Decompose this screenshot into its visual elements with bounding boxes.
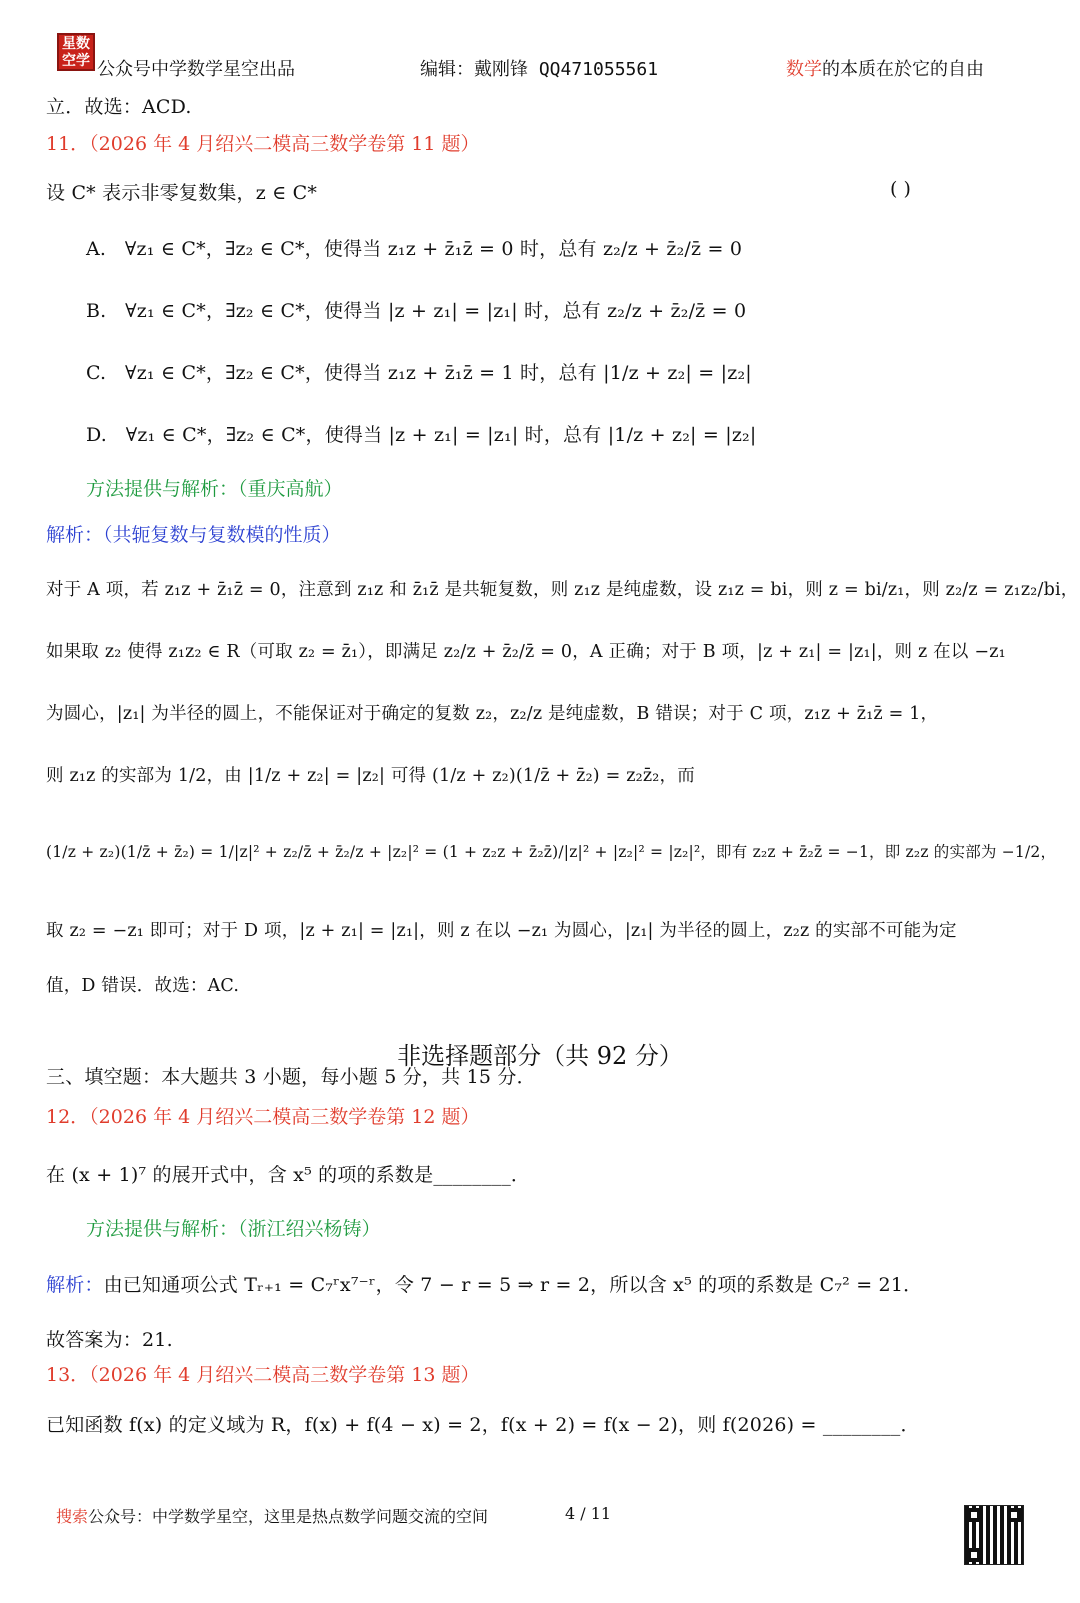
option-text: ∀z₁ ∈ C*，∃z₂ ∈ C*，使得当 z₁z + z̄₁z̄ = 0 时，总有 z₂/z + z̄₂/z̄ = 0 — [124, 238, 743, 260]
q11-analysis-line: 值，D 错误．故选：AC. — [46, 976, 240, 996]
option-label: B. — [86, 300, 107, 322]
header-motto-rest: 的本质在於它的自由 — [822, 59, 984, 80]
qr-code — [964, 1505, 1024, 1565]
q11-option-b — [86, 296, 746, 323]
q11-analysis-title: 解析：（共轭复数与复数模的性质） — [46, 524, 341, 546]
page-number: 4 / 11 — [565, 1504, 612, 1523]
option-text: ∀z₁ ∈ C*，∃z₂ ∈ C*，使得当 |z + z₁| = |z₁| 时，总有 |1/z + z₂| = |z₂| — [125, 424, 757, 446]
option-text: ∀z₁ ∈ C*，∃z₂ ∈ C*，使得当 |z + z₁| = |z₁| 时，总有 z₂/z + z̄₂/z̄ = 0 — [125, 300, 747, 322]
q11-heading: 11．（2026 年 4 月绍兴二模高三数学卷第 11 题） — [46, 133, 480, 155]
q12-analysis — [46, 1270, 922, 1297]
q12-analysis-label: 解析： — [46, 1274, 104, 1296]
header-motto — [786, 55, 984, 81]
option-text: ∀z₁ ∈ C*，∃z₂ ∈ C*，使得当 z₁z + z̄₁z̄ = 1 时，总有 |1/z + z₂| = |z₂| — [125, 362, 752, 384]
q11-answer-paren: ( ) — [890, 178, 911, 200]
q11-analysis-line: 对于 A 项，若 z₁z + z̄₁z̄ = 0，注意到 z₁z 和 z̄₁z̄ 是共轭复数，则 z₁z 是纯虚数，设 z₁z = bi，则 z = bi/z₁，则 z₂/z = z₁z₂/bi， — [46, 580, 1079, 600]
section-title: 非选择题部分（共 92 分） — [397, 1042, 683, 1070]
footer-search-red: 搜索 — [56, 1507, 89, 1526]
q11-analysis-line: 如果取 z₂ 使得 z₁z₂ ∈ R（可取 z₂ = z̄₁），即满足 z₂/z + z̄₂/z̄ = 0，A 正确；对于 B 项，|z + z₁| = |z₁|，则 z 在以 −z₁ — [46, 642, 1006, 662]
q11-stem: 设 C* 表示非零复数集，z ∈ C* — [46, 182, 318, 204]
footer-desc: 公众号：中学数学星空，这里是热点数学问题交流的空间 — [88, 1507, 489, 1526]
header-editor: 编辑：戴刚锋 QQ471055561 — [420, 59, 659, 80]
q13-heading: 13．（2026 年 4 月绍兴二模高三数学卷第 13 题） — [46, 1364, 480, 1386]
header-left: 公众号中学数学星空出品 — [97, 59, 295, 80]
q11-option-d — [86, 420, 756, 447]
q11-option-c — [86, 358, 752, 385]
q12-analysis-text: 由已知通项公式 Tᵣ₊₁ = C₇ʳx⁷⁻ʳ，令 7 − r = 5 ⇒ r = 2，所以含 x⁵ 的项的系数是 C₇² = 21． — [103, 1274, 923, 1296]
q12-answer: 故答案为：21. — [46, 1329, 173, 1351]
q11-method: 方法提供与解析：（重庆高航） — [86, 478, 343, 500]
q11-option-a — [86, 234, 742, 261]
footer-text — [56, 1504, 488, 1527]
q12-stem: 在 (x + 1)⁷ 的展开式中，含 x⁵ 的项的系数是________． — [46, 1164, 531, 1186]
q11-analysis-line: 为圆心，|z₁| 为半径的圆上，不能保证对于确定的复数 z₂，z₂/z 是纯虚数，B 错误；对于 C 项，z₁z + z̄₁z̄ = 1， — [46, 704, 939, 724]
option-label: C. — [86, 362, 107, 384]
q12-method: 方法提供与解析：（浙江绍兴杨铸） — [86, 1218, 381, 1240]
option-label: A. — [86, 238, 107, 260]
option-label: D. — [86, 424, 107, 446]
header-motto-red: 数学 — [786, 59, 822, 80]
q12-heading: 12．（2026 年 4 月绍兴二模高三数学卷第 12 题） — [46, 1106, 480, 1128]
brand-logo: 星数空学 — [57, 33, 95, 71]
q13-stem: 已知函数 f(x) 的定义域为 R，f(x) + f(4 − x) = 2，f(x + 2) = f(x − 2)，则 f(2026) = ________． — [46, 1414, 920, 1436]
q11-analysis-line: (1/z + z₂)(1/z̄ + z̄₂) = 1/|z|² + z₂/z̄ + z̄₂/z + |z₂|² = (1 + z₂z + z̄₂z̄)/|z|² + |z₂|² = |z₂|²，即有 z₂z + z̄₂z̄ = −1，即 z₂z 的实部为 −1/2， — [46, 843, 1057, 861]
q11-analysis-line: 取 z₂ = −z₁ 即可；对于 D 项，|z + z₁| = |z₁|，则 z 在以 −z₁ 为圆心，|z₁| 为半径的圆上，z₂z 的实部不可能为定 — [46, 921, 957, 941]
section-desc: 三、填空题：本大题共 3 小题，每小题 5 分，共 15 分． — [46, 1066, 536, 1088]
prev-answer: 立．故选：ACD. — [46, 96, 192, 118]
q11-analysis-line: 则 z₁z 的实部为 1/2，由 |1/z + z₂| = |z₂| 可得 (1/z + z₂)(1/z̄ + z̄₂) = z₂z̄₂，而 — [46, 766, 695, 786]
